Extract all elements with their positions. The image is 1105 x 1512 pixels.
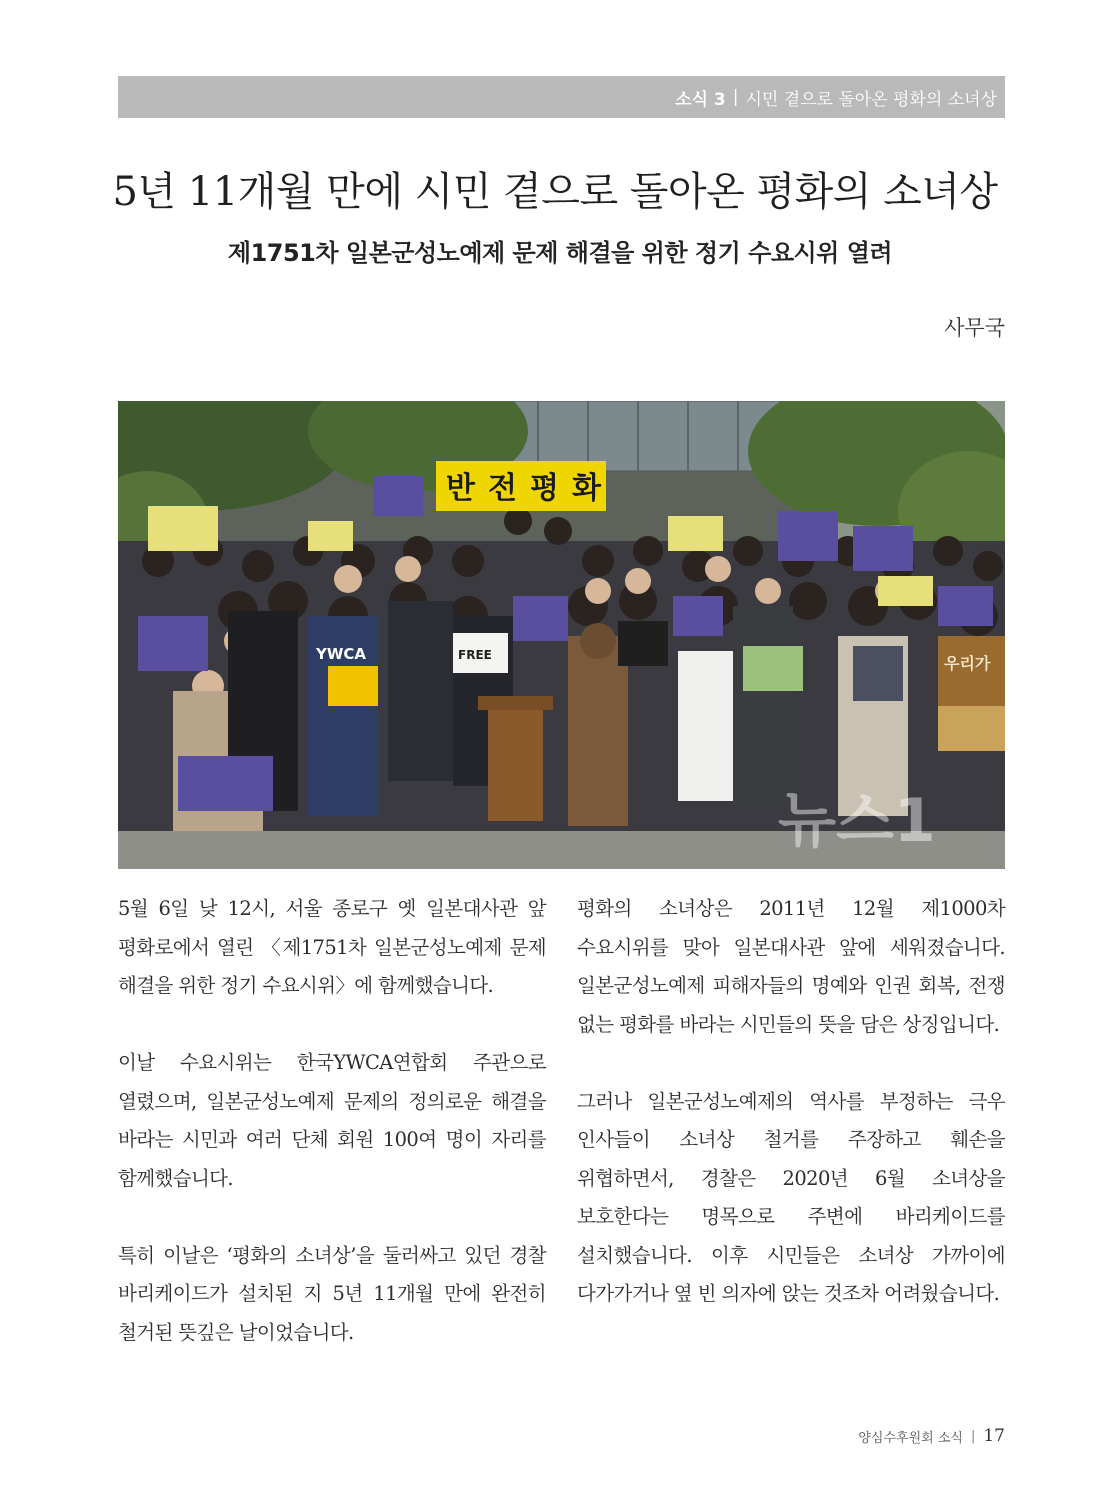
paragraph: 5월 6일 낮 12시, 서울 종로구 옛 일본대사관 앞 평화로에서 열린 〈제1751차 일본군성노예제 문제 해결을 위한 정기 수요시위〉에 함께했습니다. [118, 897, 546, 997]
publication-name: 양심수후원회 소식 [858, 1430, 963, 1446]
body-column-right [577, 890, 1005, 1352]
body-column-left [118, 890, 546, 1391]
paragraph: 이날 수요시위는 한국YWCA연합회 주관으로 열렸으며, 일본군성노예제 문제의 정의로운 해결을 바라는 시민과 여러 단체 회원 100여 명이 자리를 함께했습니다. [118, 1051, 546, 1190]
banner-char: 화 [572, 471, 601, 506]
section-title: 시민 곁으로 돌아온 평화의 소녀상 [745, 89, 997, 110]
header-divider: | [732, 87, 739, 107]
banner-char: 반 [446, 471, 475, 506]
article-subtitle: 제1751차 일본군성노예제 문제 해결을 위한 정기 수요시위 열려 [227, 239, 893, 267]
article-author: 사무국 [944, 316, 1005, 340]
page-number: 17 [983, 1426, 1005, 1446]
page-footer [858, 1426, 1005, 1446]
sign-text: FREE [458, 648, 492, 662]
article-title: 5년 11개월 만에 시민 곁으로 돌아온 평화의 소녀상 [112, 169, 998, 215]
footer-divider: | [970, 1428, 976, 1444]
banner-char: 평 [530, 471, 559, 506]
vest-text: YWCA [316, 645, 367, 663]
sign-right-text: 우리가 [944, 654, 991, 673]
paragraph: 특히 이날은 ‘평화의 소녀상’을 둘러싸고 있던 경찰 바리케이드가 설치된 지 5년 11개월 만에 완전히 철거된 뜻깊은 날이었습니다. [118, 1243, 546, 1344]
photo-watermark: 뉴스1 [778, 786, 936, 856]
protest-photo [118, 401, 1005, 869]
banner-char: 전 [488, 471, 517, 506]
section-label: 소식 3 [675, 89, 726, 110]
paragraph: 평화의 소녀상은 2011년 12월 제1000차 수요시위를 맞아 일본대사관 앞에 세워졌습니다. 일본군성노예제 피해자들의 명예와 인권 회복, 전쟁 없는 평화를 바라는 시민들의 뜻을 담은 상징입니다. [577, 897, 1005, 1036]
paragraph: 그러나 일본군성노예제의 역사를 부정하는 극우 인사들이 소녀상 철거를 주장하고 훼손을 위협하면서, 경찰은 2020년 6월 소녀상을 보호한다는 명목으로 주변에 바리케이드를 설치했습니다. 이후 시민들은 소녀상 가까이에 다가가거나 옆 빈 의자에 앉는 것조차 어려웠습니다. [577, 1089, 1005, 1305]
section-header-bar [118, 76, 1005, 118]
